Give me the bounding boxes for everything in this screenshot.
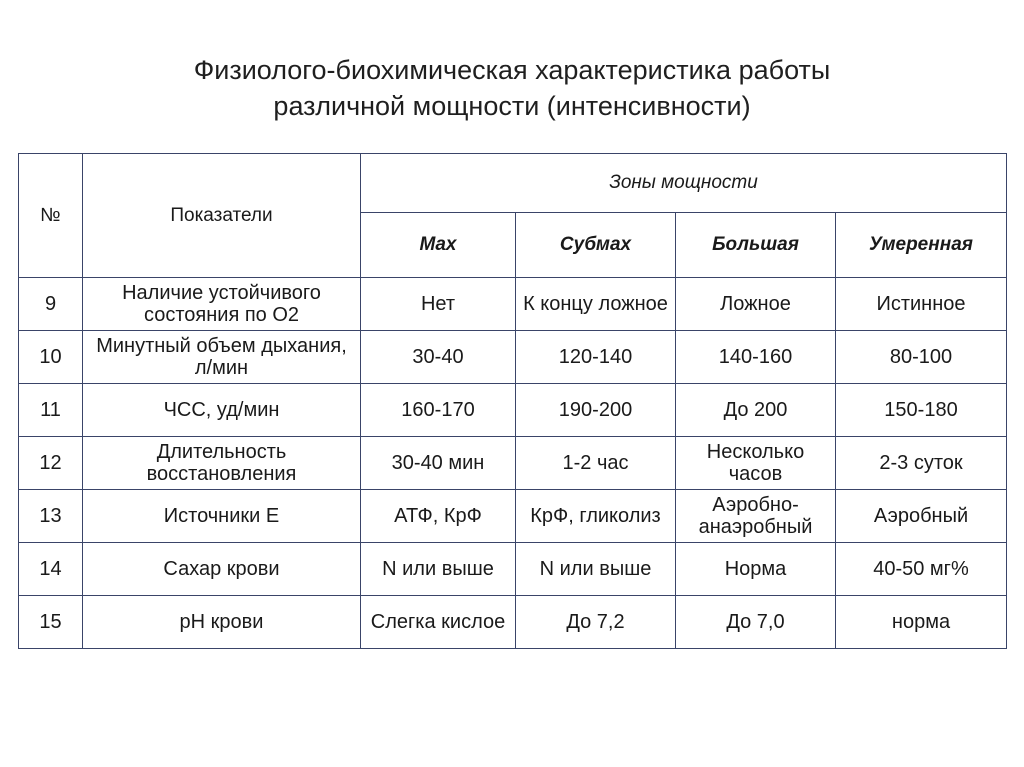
row-value: 80-100 (889, 346, 953, 368)
row-value-cell (836, 543, 1007, 596)
row-value-cell (836, 331, 1007, 384)
row-value: К концу ложное (523, 293, 668, 315)
table-row (19, 278, 1007, 331)
table-row (19, 543, 1007, 596)
header-zone-large: Большая (676, 213, 836, 278)
row-value: 40-50 мг% (873, 558, 969, 580)
header-power-zones: Зоны мощности (361, 154, 1007, 213)
row-value-cell (676, 490, 836, 543)
row-value: КрФ, гликолиз (530, 505, 661, 527)
row-value-cell (361, 437, 516, 490)
table-row (19, 490, 1007, 543)
row-value: До 7,2 (566, 611, 625, 633)
row-value-cell (676, 437, 836, 490)
row-indicator: Источники Е (163, 505, 280, 527)
row-number: 13 (19, 490, 83, 543)
row-indicator: Длительность восстановления (146, 441, 297, 485)
row-value-cell (836, 437, 1007, 490)
row-value-cell (836, 384, 1007, 437)
row-value-cell (361, 543, 516, 596)
row-value-cell (676, 596, 836, 649)
row-value: Ложное (720, 293, 791, 315)
row-value: Норма (724, 558, 787, 580)
row-indicator-cell (83, 437, 361, 490)
row-value: Аэробно-анаэробный (698, 494, 813, 538)
table-row (19, 437, 1007, 490)
row-value-cell (361, 490, 516, 543)
row-indicator-cell (83, 278, 361, 331)
row-number: 9 (19, 278, 83, 331)
title-line-1: Физиолого-биохимическая характеристика работы (193, 55, 831, 85)
row-number: 15 (19, 596, 83, 649)
row-value-cell (676, 331, 836, 384)
row-value: 30-40 мин (391, 452, 485, 474)
title-line-2: различной мощности (интенсивности) (273, 91, 751, 121)
row-value-cell (516, 331, 676, 384)
table-row (19, 331, 1007, 384)
row-value: 1-2 час (562, 452, 629, 474)
row-value: норма (891, 611, 951, 633)
row-value-cell (836, 596, 1007, 649)
row-value: 2-3 суток (879, 452, 963, 474)
row-value-cell (676, 278, 836, 331)
row-value: 30-40 (412, 346, 464, 368)
row-value: 150-180 (884, 399, 958, 421)
row-value: 190-200 (558, 399, 633, 421)
row-value: N или выше (382, 558, 494, 580)
row-number: 10 (19, 331, 83, 384)
row-indicator: pH крови (179, 611, 264, 633)
row-value: Истинное (876, 293, 966, 315)
row-value: До 7,0 (726, 611, 785, 633)
row-indicator-cell (83, 384, 361, 437)
row-value-cell (516, 490, 676, 543)
row-value-cell (361, 596, 516, 649)
row-value: АТФ, КрФ (394, 505, 482, 527)
row-value-cell (516, 596, 676, 649)
table-row (19, 384, 1007, 437)
row-value-cell (516, 384, 676, 437)
row-value-cell (516, 543, 676, 596)
row-indicator: Минутный объем дыхания, л/мин (96, 335, 347, 379)
header-zone-moderate: Умеренная (836, 213, 1007, 278)
row-value: До 200 (723, 399, 788, 421)
row-number: 11 (19, 384, 83, 437)
row-value: 140-160 (718, 346, 793, 368)
row-indicator: Наличие устойчивого состояния по О2 (122, 282, 321, 326)
power-zones-table (18, 153, 1007, 649)
row-indicator: Сахар крови (163, 558, 280, 580)
row-indicator: ЧСС, уд/мин (163, 399, 280, 421)
row-value: N или выше (539, 558, 652, 580)
header-zone-max: Max (361, 213, 516, 278)
row-indicator-cell (83, 331, 361, 384)
header-number: № (19, 154, 83, 278)
row-value: 160-170 (401, 399, 475, 421)
table-header-row-1 (19, 154, 1007, 213)
row-value-cell (516, 278, 676, 331)
row-value-cell (361, 278, 516, 331)
slide-title (100, 52, 924, 124)
row-value-cell (836, 278, 1007, 331)
row-value-cell (836, 490, 1007, 543)
row-value: Слегка кислое (370, 611, 506, 633)
row-value-cell (361, 384, 516, 437)
row-value: Несколько часов (706, 441, 805, 485)
header-indicators: Показатели (83, 154, 361, 278)
row-indicator-cell (83, 596, 361, 649)
row-number: 14 (19, 543, 83, 596)
row-value: Аэробный (873, 505, 969, 527)
table-row (19, 596, 1007, 649)
row-value-cell (361, 331, 516, 384)
row-value: 120-140 (558, 346, 633, 368)
row-value-cell (676, 543, 836, 596)
row-indicator-cell (83, 543, 361, 596)
row-number: 12 (19, 437, 83, 490)
header-zone-submax: Субмах (516, 213, 676, 278)
row-value-cell (516, 437, 676, 490)
row-value: Нет (420, 293, 456, 315)
row-indicator-cell (83, 490, 361, 543)
row-value-cell (676, 384, 836, 437)
